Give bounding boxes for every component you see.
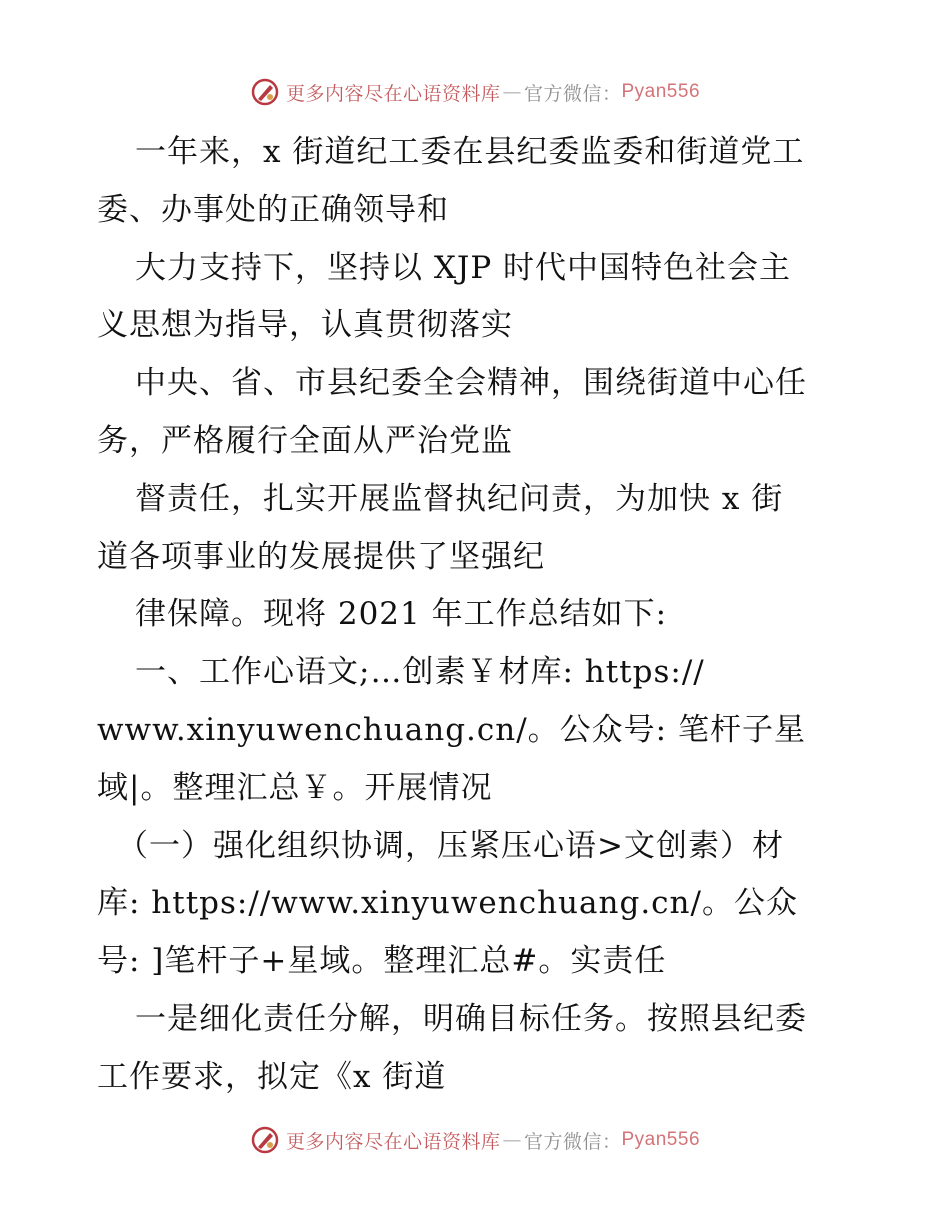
watermark-wechat-id: Pyan556: [621, 81, 701, 102]
brand-logo-icon: [250, 1125, 280, 1155]
text-line: 一、工作心语文;…创素￥材库: https://: [135, 654, 705, 691]
header-watermark: [0, 72, 950, 112]
text-line: 中央、省、市县纪委全会精神，围绕街道中心任: [135, 365, 807, 402]
watermark-brand: 更多内容尽在心语资料库: [285, 1130, 501, 1153]
text-line: 一年来，x 街道纪工委在县纪委监委和街道党工: [135, 134, 805, 170]
document-body: [97, 124, 867, 1107]
text-line: 域|。整理汇总￥。开展情况: [97, 769, 493, 806]
text-line: 律保障。现将 2021 年工作总结如下:: [135, 596, 668, 633]
text-line: 库: https://www.xinyuwenchuang.cn/。公众: [97, 885, 798, 922]
text-line: www.xinyuwenchuang.cn/。公众号: 笔杆子星: [97, 711, 806, 748]
text-line: 务，严格履行全面从严治党监: [97, 422, 513, 459]
watermark-brand: 更多内容尽在心语资料库: [285, 82, 501, 105]
text-line: 督责任，扎实开展监督执纪问责，为加快 x 街: [135, 480, 784, 517]
text-line: （一）强化组织协调，压紧压心语>文创素）材: [117, 827, 784, 864]
watermark-wechat-id: Pyan556: [621, 1129, 701, 1150]
watermark-separator: —: [502, 1129, 522, 1151]
watermark-official-label: 官方微信：: [523, 1130, 622, 1153]
brand-logo-icon: [250, 77, 280, 107]
text-line: 委、办事处的正确领导和: [97, 191, 449, 228]
watermark-official-label: 官方微信：: [523, 82, 622, 105]
text-line: 一是细化责任分解，明确目标任务。按照县纪委: [135, 1000, 807, 1037]
text-line: 道各项事业的发展提供了坚强纪: [97, 538, 545, 575]
footer-watermark: [0, 1120, 950, 1160]
text-line: 大力支持下，坚持以 XJP 时代中国特色社会主: [135, 249, 792, 286]
text-line: 工作要求，拟定《x 街道: [97, 1058, 447, 1095]
watermark-separator: —: [502, 81, 522, 103]
text-line: 号: ]笔杆子+星域。整理汇总#。实责任: [97, 943, 667, 980]
text-line: 义思想为指导，认真贯彻落实: [97, 307, 513, 344]
